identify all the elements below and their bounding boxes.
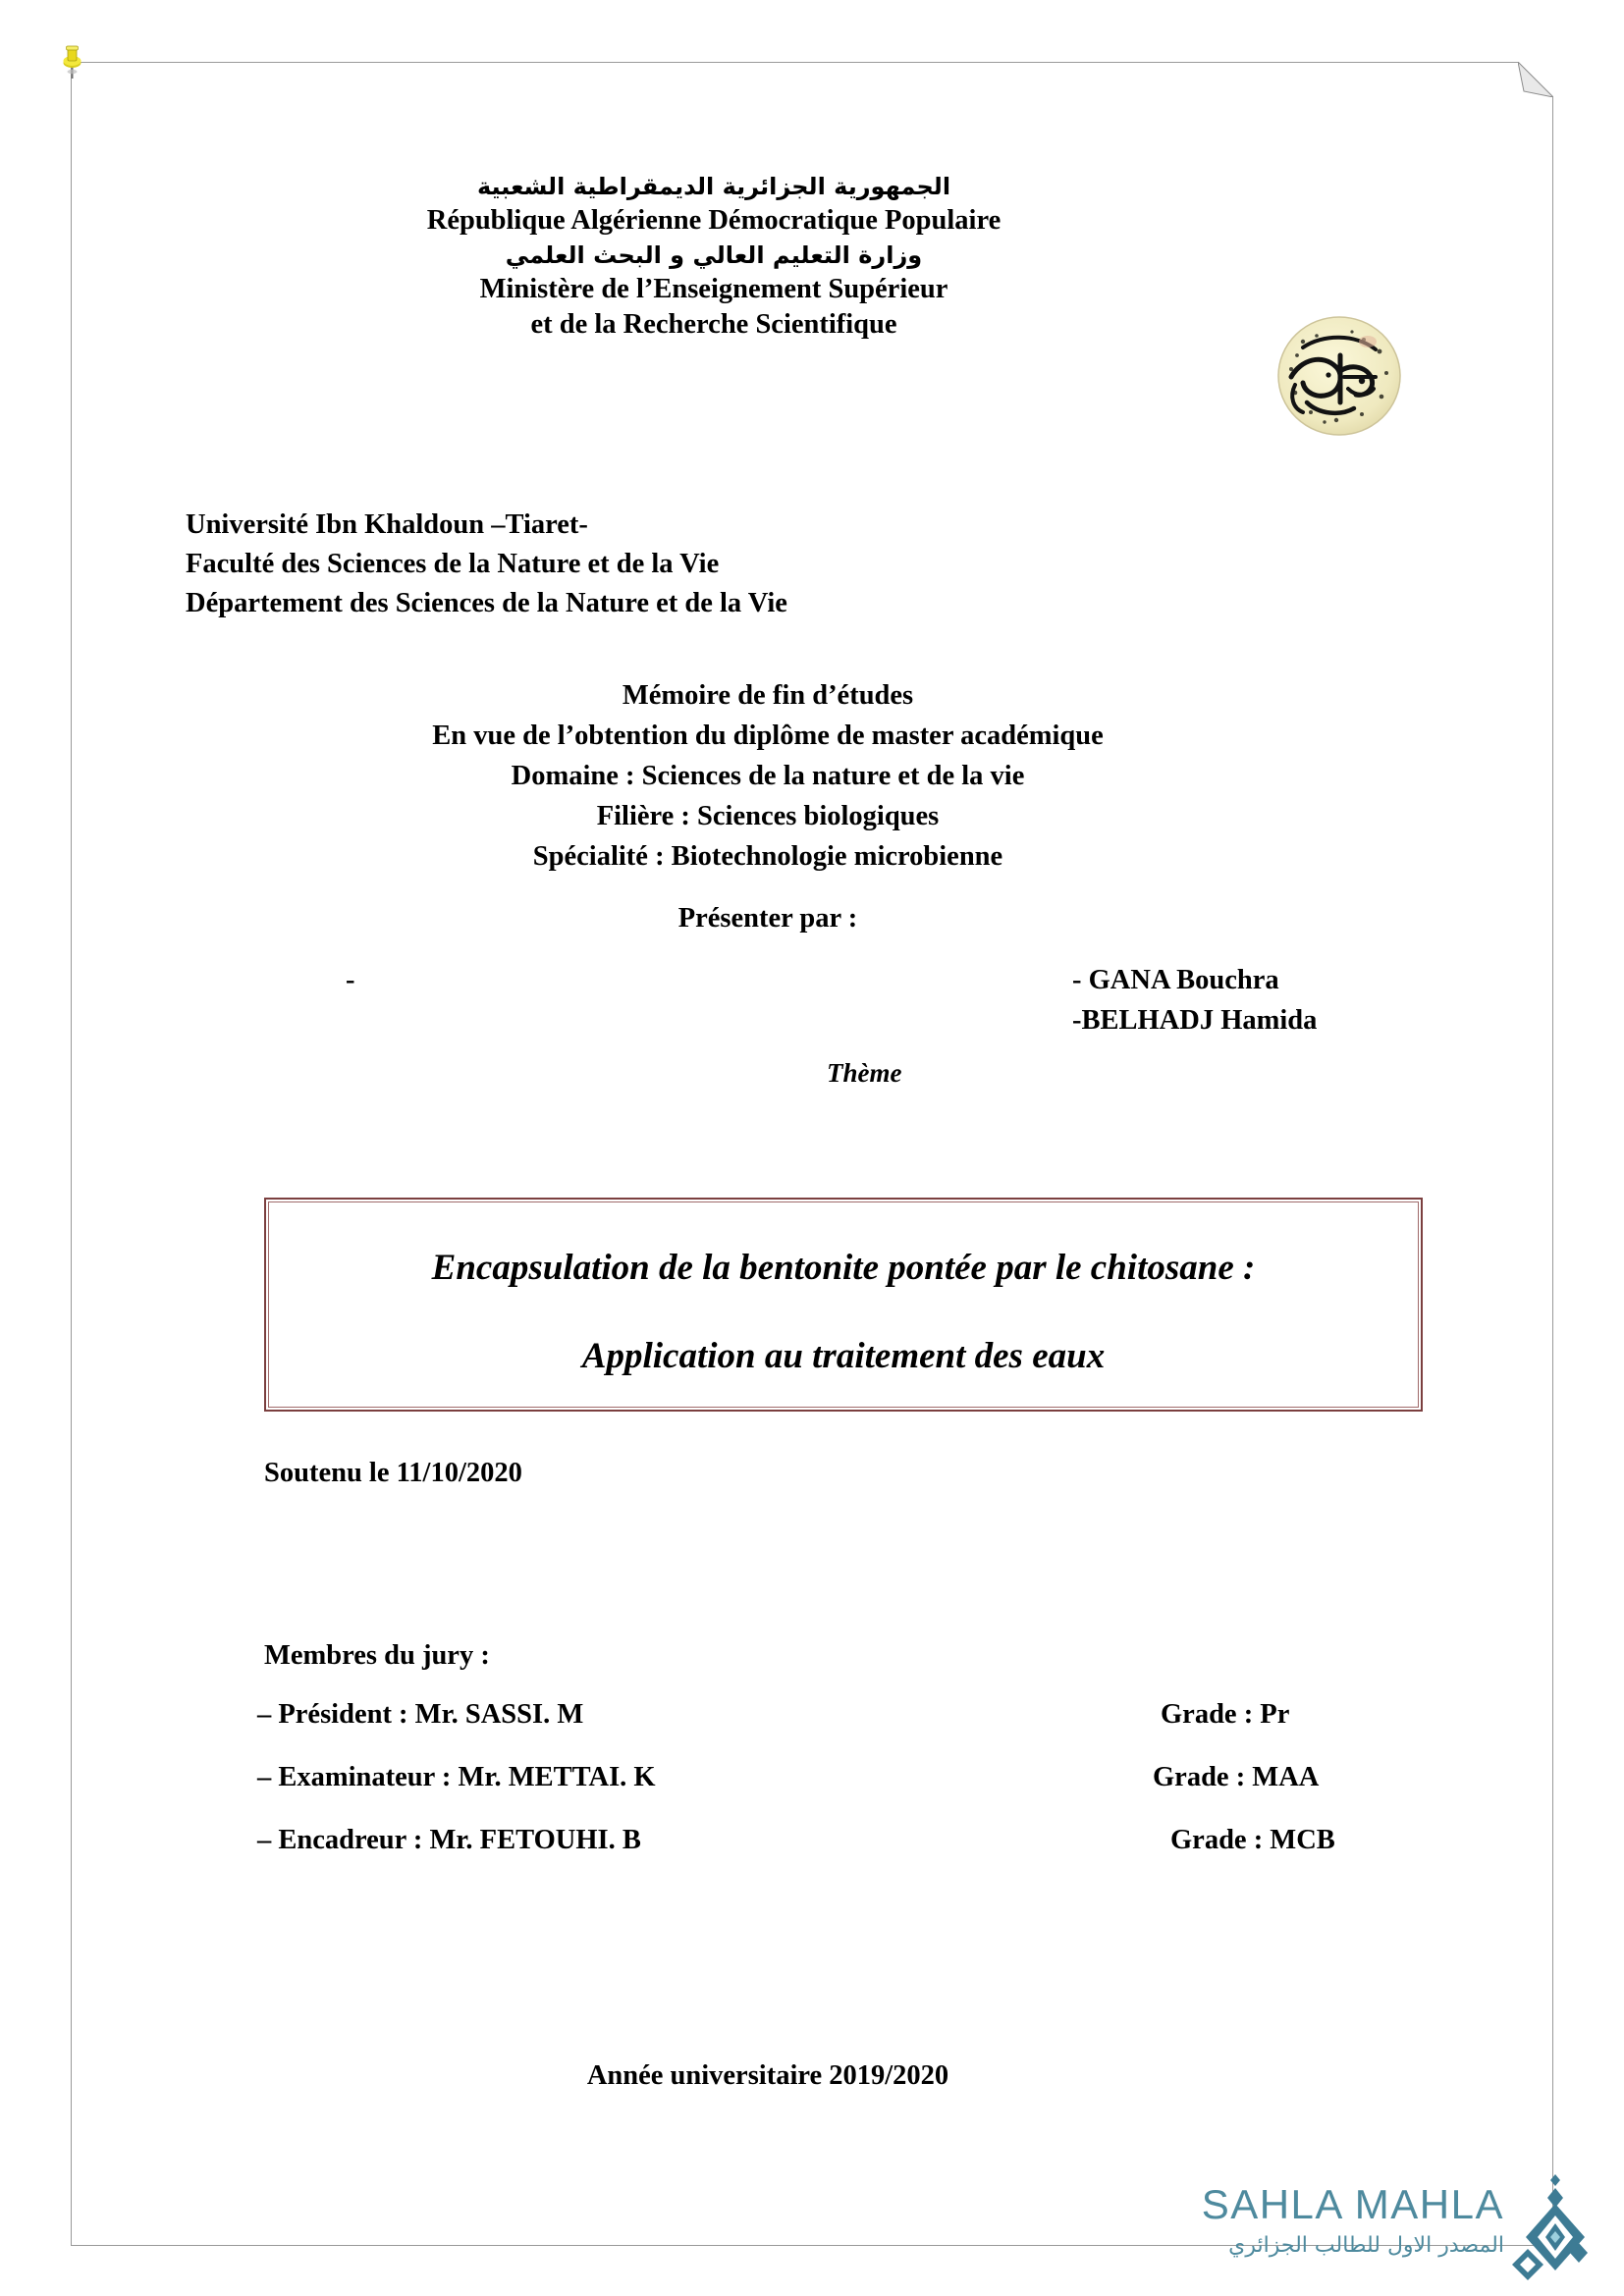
pushpin-icon — [60, 41, 85, 80]
jury-member-role: – Examinateur : Mr. METTAI. K — [257, 1762, 656, 1792]
degree-specialite: Spécialité : Biotechnologie microbienne — [532, 841, 1003, 872]
faculty-name: Faculté des Sciences de la Nature et de la Vie — [186, 549, 720, 579]
presented-by-label: Présenter par : — [677, 903, 858, 934]
ministry-french-line2: et de la Recherche Scientifique — [530, 309, 897, 340]
ministry-french-line1: Ministère de l’Enseignement Supérieur — [479, 274, 948, 304]
institution-block — [186, 506, 787, 623]
author-name: -BELHADJ Hamida — [1072, 1005, 1318, 1036]
university-seal-icon — [1246, 312, 1433, 440]
thesis-title-line-2: Application au traitement des eaux — [581, 1336, 1106, 1376]
jury-member-grade: Grade : MCB — [1170, 1825, 1335, 1855]
thesis-title-box — [264, 1198, 1423, 1412]
degree-block — [189, 675, 1347, 877]
defence-date: Soutenu le 11/10/2020 — [264, 1458, 522, 1488]
jury-member-grade: Grade : MAA — [1153, 1762, 1320, 1792]
theme-label: Thème — [827, 1058, 902, 1088]
thesis-title-line-1: Encapsulation de la bentonite pontée par le chitosane : — [431, 1248, 1256, 1288]
ministry-arabic: وزارة التعليم العالي و البحث العلمي — [505, 241, 923, 269]
degree-filiere: Filière : Sciences biologiques — [596, 801, 940, 831]
university-name: Université Ibn Khaldoun –Tiaret- — [186, 509, 588, 540]
author-name: - GANA Bouchra — [1072, 965, 1279, 995]
jury-member-grade: Grade : Pr — [1161, 1699, 1290, 1730]
memoir-label: Mémoire de fin d’études — [622, 680, 914, 711]
degree-domain: Domaine : Sciences de la nature et de la vie — [511, 761, 1025, 791]
cover-sheet — [71, 62, 1553, 2258]
jury-member-role: – Président : Mr. SASSI. M — [257, 1699, 584, 1730]
republic-french: République Algérienne Démocratique Populaire — [426, 205, 1001, 236]
jury-member-role: – Encadreur : Mr. FETOUHI. B — [257, 1825, 641, 1855]
department-name: Département des Sciences de la Nature et de la Vie — [186, 588, 787, 618]
academic-year: Année universitaire 2019/2020 — [586, 2060, 949, 2091]
page-fold-shadow-icon — [1518, 62, 1553, 97]
jury-heading: Membres du jury : — [264, 1640, 490, 1671]
watermark-tagline-arabic: المصدر الاول للطالب الجزائري — [1228, 2233, 1504, 2258]
authors-list — [1072, 960, 1317, 1041]
official-header — [189, 170, 1239, 343]
watermark-brand-text: SAHLA MAHLA — [1201, 2181, 1504, 2227]
sahla-mahla-watermark — [1170, 2172, 1583, 2290]
degree-purpose: En vue de l’obtention du diplôme de master académique — [432, 721, 1104, 751]
republic-arabic: الجمهورية الجزائرية الديمقراطية الشعبية — [476, 173, 951, 200]
sahla-mahla-logo-icon — [1494, 2172, 1588, 2280]
stray-dash-mark: - — [346, 965, 355, 995]
